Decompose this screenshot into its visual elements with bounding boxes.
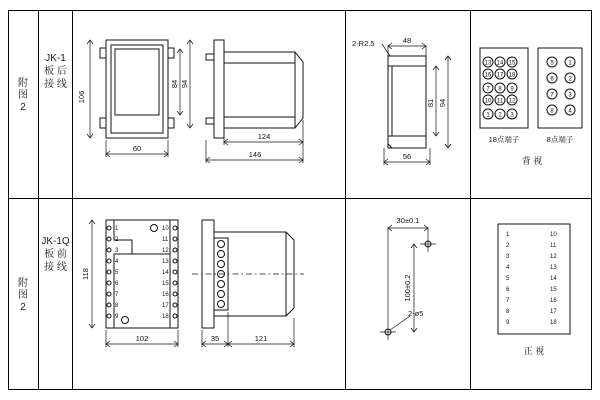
- right-pin-11: 11: [162, 237, 169, 243]
- jk1q-hole-pattern: [352, 206, 468, 386]
- figure-label-top-char-1: 图: [18, 90, 28, 101]
- row-2-title-char-2: 接: [44, 262, 55, 273]
- right-pin-12: 12: [162, 248, 169, 254]
- dim-84: 84: [170, 79, 179, 89]
- figure-label-top-char-0: 附: [18, 78, 28, 89]
- right-pin-13: 13: [162, 259, 169, 265]
- dim-56: 56: [402, 152, 412, 161]
- dim-60: 60: [132, 144, 142, 153]
- front-pin-3: 3: [506, 254, 510, 260]
- pin8-8: 8: [550, 108, 554, 115]
- grid-vline-2: [72, 10, 73, 390]
- row-2-title-char-3: 线: [56, 262, 67, 273]
- front-pin-15: 15: [550, 287, 557, 293]
- pin-10: 10: [484, 98, 492, 105]
- front-pin-6: 6: [506, 287, 510, 293]
- pin8-3: 3: [568, 92, 572, 99]
- pin-16: 16: [484, 72, 492, 79]
- front-pin-12: 12: [550, 254, 557, 260]
- dim-118: 118: [81, 268, 90, 280]
- dim-48: 48: [402, 36, 412, 45]
- note-2-R2.5: 2-R2.5: [352, 39, 375, 48]
- jk1-front-and-side-view: [77, 18, 345, 188]
- row-1-title-char-3: 线: [56, 79, 67, 90]
- pin-3: 3: [510, 112, 514, 119]
- figure-label-top: [8, 78, 38, 114]
- front-pin-8: 8: [506, 309, 510, 315]
- front-pin-1: 1: [506, 232, 510, 238]
- pin-9: 9: [510, 86, 514, 93]
- pin8-5: 5: [550, 60, 554, 67]
- front-pin-5: 5: [506, 276, 510, 282]
- pin-2: 2: [498, 112, 502, 119]
- pin-18: 18: [508, 72, 516, 79]
- front-pin-18: 18: [550, 320, 557, 326]
- dim-100: 100±0.2: [403, 274, 412, 302]
- pin8-2: 2: [568, 76, 572, 83]
- dim-124: 124: [257, 132, 271, 141]
- left-pin-2: 2: [115, 237, 119, 243]
- front-pin-17: 17: [550, 309, 557, 315]
- left-pin-6: 6: [115, 281, 119, 287]
- dim-146: 146: [248, 150, 262, 159]
- front-pin-7: 7: [506, 298, 510, 304]
- front-pin-13: 13: [550, 265, 557, 271]
- front-pin-2: 2: [506, 243, 510, 249]
- right-pin-10: 10: [162, 226, 169, 232]
- front-pin-10: 10: [550, 232, 557, 238]
- left-pin-3: 3: [115, 248, 119, 254]
- left-pin-9: 9: [115, 314, 119, 320]
- row-1-code: JK-1: [45, 53, 66, 64]
- dim-94: 94: [180, 79, 189, 89]
- pin-7: 7: [486, 86, 490, 93]
- dim-106: 106: [77, 90, 86, 104]
- right-pin-16: 16: [162, 292, 169, 298]
- right-pin-17: 17: [162, 303, 169, 309]
- pin-13: 13: [484, 60, 492, 67]
- left-pin-8: 8: [115, 303, 119, 309]
- right-pin-18: 18: [162, 314, 169, 320]
- pin-17: 17: [496, 72, 504, 79]
- row-1-title: [39, 52, 72, 91]
- pin8-4: 4: [568, 108, 572, 115]
- left-pin-4: 4: [115, 259, 119, 265]
- figure-label-bottom-char-1: 图: [18, 290, 28, 301]
- row-2-title-char-0: 板: [44, 249, 55, 260]
- figure-label-top-char-2: 2: [20, 102, 26, 113]
- figure-label-bottom-char-0: 附: [18, 278, 28, 289]
- front-pin-11: 11: [550, 243, 557, 249]
- pin-12: 12: [508, 98, 516, 105]
- caption-front-view: 正 视: [523, 346, 545, 356]
- grid-vline-3: [345, 10, 346, 390]
- dim-35: 35: [210, 334, 220, 343]
- dim-121: 121: [254, 334, 268, 343]
- row-2-title: [39, 235, 72, 274]
- figure-label-bottom: [8, 278, 38, 314]
- right-pin-14: 14: [162, 270, 169, 276]
- front-pin-14: 14: [550, 276, 557, 282]
- row-1-title-char-0: 板: [44, 66, 55, 77]
- row-1-title-char-2: 接: [44, 79, 55, 90]
- figure-label-bottom-char-2: 2: [20, 302, 26, 313]
- jk1q-front-and-side-view: [80, 206, 345, 386]
- row-2-code: JK-1Q: [41, 236, 70, 247]
- jk1q-terminal-front-view: [476, 206, 590, 386]
- front-pin-4: 4: [506, 265, 510, 271]
- pin-14: 14: [496, 60, 504, 67]
- dim-94-side: 94: [438, 98, 447, 108]
- grid-hline-1: [8, 198, 592, 199]
- grid-vline-4: [470, 10, 471, 390]
- pin-1: 1: [486, 112, 490, 119]
- pin-15: 15: [508, 60, 516, 67]
- dim-102: 102: [135, 334, 149, 343]
- row-1-title-char-1: 后: [56, 66, 67, 77]
- pin8-7: 7: [550, 92, 554, 99]
- jk1-terminal-views: [476, 18, 590, 188]
- pin-8: 8: [498, 86, 502, 93]
- jk1-cutout-view: [352, 18, 468, 188]
- left-pin-5: 5: [115, 270, 119, 276]
- note-2-phi5: 2-ø5: [408, 309, 424, 318]
- right-pin-15: 15: [162, 281, 169, 287]
- dim-30: 30±0.1: [396, 216, 420, 225]
- caption-18-terminals: 18点端子: [488, 135, 520, 144]
- left-pin-1: 1: [115, 226, 119, 232]
- dim-81: 81: [426, 98, 435, 108]
- pin-11: 11: [496, 98, 504, 105]
- front-pin-9: 9: [506, 320, 510, 326]
- pin8-6: 6: [550, 76, 554, 83]
- caption-8-terminals: 8点端子: [546, 135, 574, 144]
- front-pin-16: 16: [550, 298, 557, 304]
- left-pin-7: 7: [115, 292, 119, 298]
- caption-back-view: 背 视: [521, 156, 543, 166]
- pin8-1: 1: [568, 60, 572, 67]
- row-2-title-char-1: 前: [56, 249, 67, 260]
